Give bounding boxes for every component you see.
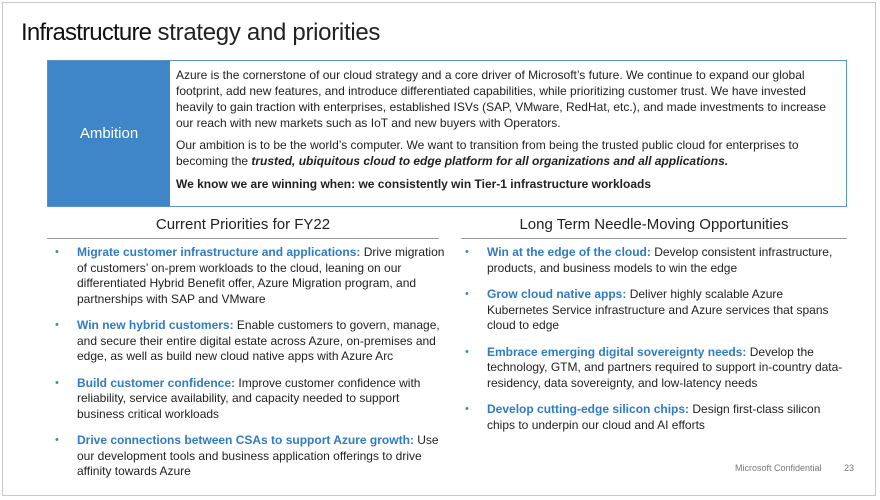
- item-heading: Grow cloud native apps:: [487, 287, 627, 301]
- list-item: [55, 376, 445, 423]
- list-item: [465, 345, 845, 392]
- item-heading: Drive connections between CSAs to support Azure growth:: [77, 433, 414, 447]
- item-text: Develop consistent infrastructure, products, and business models to win the edge: [487, 245, 833, 275]
- page-number: 23: [844, 463, 855, 473]
- ambition-emphasis: trusted, ubiquitous cloud to edge platform for all organizations and all applications.: [251, 154, 729, 168]
- item-text: Improve customer confidence with reliability, service availability, and capacity needed to support business critical workloads: [77, 375, 421, 421]
- title-rest: strategy and priorities: [151, 19, 381, 46]
- list-item: [55, 318, 445, 365]
- bullet-icon: •: [465, 246, 469, 258]
- bullet-icon: •: [55, 376, 59, 389]
- item-heading: Develop cutting-edge silicon chips:: [487, 402, 690, 416]
- bullet-icon: •: [465, 345, 469, 358]
- list-item: [55, 433, 445, 480]
- item-text: Develop the technology, GTM, and partners required to support in-country data-residency, data sovereignty, and low-latency needs: [487, 344, 843, 390]
- list-item: [55, 245, 445, 307]
- long-term-heading: Long Term Needle-Moving Opportunities: [519, 216, 789, 233]
- current-priorities-divider: [47, 238, 439, 239]
- winning-statement: We know we are winning when: we consistently win Tier-1 infrastructure workloads: [176, 177, 651, 191]
- ambition-paragraph-1: Azure is the cornerstone of our cloud strategy and a core driver of Microsoft’s future. We continue to expand our global footprint, add new features, and introduce differentiated capabilities, while prioritizing customer trust. We have invested heavily to gain traction with enterprises, established ISVs (SAP, VMware, RedHat, etc.), and made investments to increase our reach with new markets such as IoT and new buyers with Operators.: [176, 68, 827, 130]
- item-heading: Embrace emerging digital sovereignty needs:: [487, 344, 747, 359]
- bullet-icon: •: [55, 434, 59, 446]
- list-item: [465, 245, 845, 276]
- item-heading: Migrate customer infrastructure and applications:: [77, 245, 361, 259]
- title-strong: Infrastructure: [21, 19, 152, 46]
- list-item: [465, 287, 845, 334]
- current-priorities-list: [55, 245, 445, 491]
- confidential-label: Microsoft Confidential: [735, 463, 822, 473]
- item-text: Enable customers to govern, manage, and secure their entire digital estate across Azure, on-premises and edge, as well as build new cloud native apps with Azure Arc: [77, 318, 440, 363]
- item-text: Use our development tools and business application offerings to drive affinity towards Azure: [77, 433, 439, 478]
- ambition-box: [47, 60, 847, 207]
- item-text: Deliver highly scalable Azure Kubernetes Service infrastructure and Azure services that spans cloud to edge: [487, 287, 829, 332]
- item-heading: Win at the edge of the cloud:: [487, 245, 651, 259]
- ambition-paragraph-2-text: Our ambition is to be the world’s computer. We want to transition from being the trusted public cloud for enterprises to becoming the: [176, 138, 799, 168]
- item-text: Design first-class silicon chips to underpin our cloud and AI efforts: [487, 402, 821, 432]
- bullet-icon: •: [55, 319, 59, 331]
- slide: [2, 2, 876, 496]
- long-term-divider: [461, 238, 847, 239]
- ambition-label: Ambition: [48, 61, 170, 206]
- ambition-body: [170, 61, 846, 206]
- bullet-icon: •: [465, 403, 469, 415]
- long-term-list: [465, 245, 845, 444]
- item-heading: Build customer confidence:: [77, 375, 236, 390]
- bullet-icon: •: [465, 288, 469, 300]
- item-heading: Win new hybrid customers:: [77, 318, 234, 332]
- list-item: [465, 402, 845, 433]
- item-text: Drive migration of customers’ on-prem workloads to the cloud, leaning on our differentiated Hybrid Benefit offer, Azure Migration program, and partnerships with SAP and VMware: [77, 245, 445, 306]
- current-priorities-heading: Current Priorities for FY22: [155, 216, 331, 233]
- ambition-paragraph-2: [176, 137, 840, 169]
- page-title: [21, 19, 380, 47]
- bullet-icon: •: [55, 246, 59, 258]
